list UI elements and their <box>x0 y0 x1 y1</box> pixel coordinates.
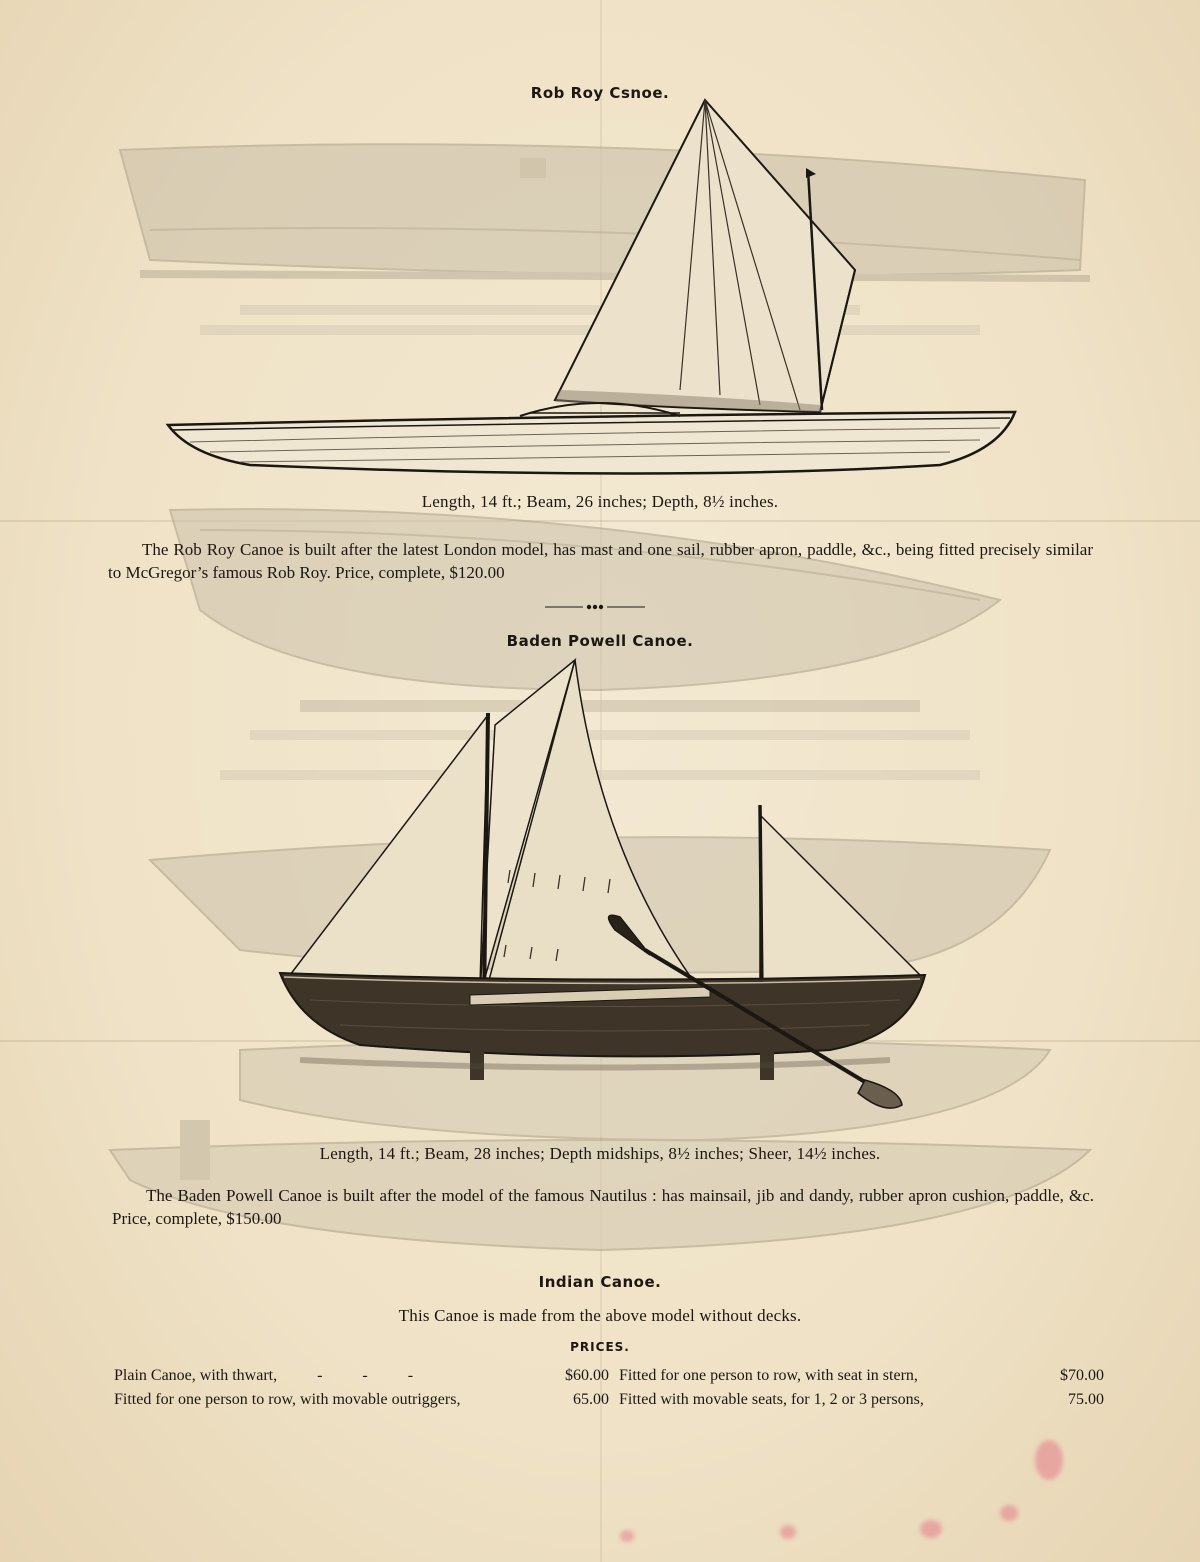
price-item <box>114 1391 609 1409</box>
price-row <box>114 1364 1104 1388</box>
section-divider <box>545 600 645 614</box>
price-item <box>609 1367 1104 1385</box>
baden-powell-title: Baden Powell Canoe. <box>506 632 694 650</box>
price-item <box>609 1391 1104 1409</box>
rob-roy-dimensions: Length, 14 ft.; Beam, 26 inches; Depth, 8½ inches. <box>421 492 779 511</box>
price-label: Fitted for one person to row, with seat in stern, <box>619 1367 918 1384</box>
price-value: 75.00 <box>1068 1391 1104 1408</box>
rob-roy-description: The Rob Roy Canoe is built after the latest London model, has mast and one sail, rubber apron, paddle, &c., being fitted precisely similar to McGregor’s famous Rob Roy. Price, complete, $120.00 <box>108 540 1093 582</box>
price-value: 65.00 <box>573 1391 609 1408</box>
ink-stain <box>1035 1440 1063 1480</box>
price-row <box>114 1388 1104 1412</box>
baden-powell-dimensions: Length, 14 ft.; Beam, 28 inches; Depth midships, 8½ inches; Sheer, 14½ inches. <box>319 1144 881 1163</box>
price-label: Fitted with movable seats, for 1, 2 or 3 persons, <box>619 1391 924 1408</box>
price-item <box>114 1367 609 1385</box>
price-value: $60.00 <box>565 1367 609 1384</box>
baden-powell-canoe-illustration <box>270 655 950 1125</box>
price-value: $70.00 <box>1060 1367 1104 1384</box>
rob-roy-title: Rob Roy Csnoe. <box>530 84 670 102</box>
ink-stain <box>620 1530 634 1542</box>
price-label: Plain Canoe, with thwart, - - - <box>114 1367 414 1384</box>
indian-canoe-description: This Canoe is made from the above model without decks. <box>398 1306 802 1325</box>
price-label: Fitted for one person to row, with movable outriggers, <box>114 1391 461 1408</box>
prices-heading: PRICES. <box>570 1340 630 1354</box>
ink-stain <box>1000 1505 1018 1521</box>
ink-stain <box>920 1520 942 1538</box>
indian-canoe-title: Indian Canoe. <box>538 1273 662 1291</box>
baden-powell-description: The Baden Powell Canoe is built after the model of the famous Nautilus : has mainsail, jib and dandy, rubber apron cushion, paddle, &c. Price, complete, $150.00 <box>112 1186 1094 1228</box>
ink-stain <box>780 1525 796 1539</box>
rob-roy-canoe-illustration <box>160 90 1040 490</box>
prices-table <box>114 1364 1104 1412</box>
